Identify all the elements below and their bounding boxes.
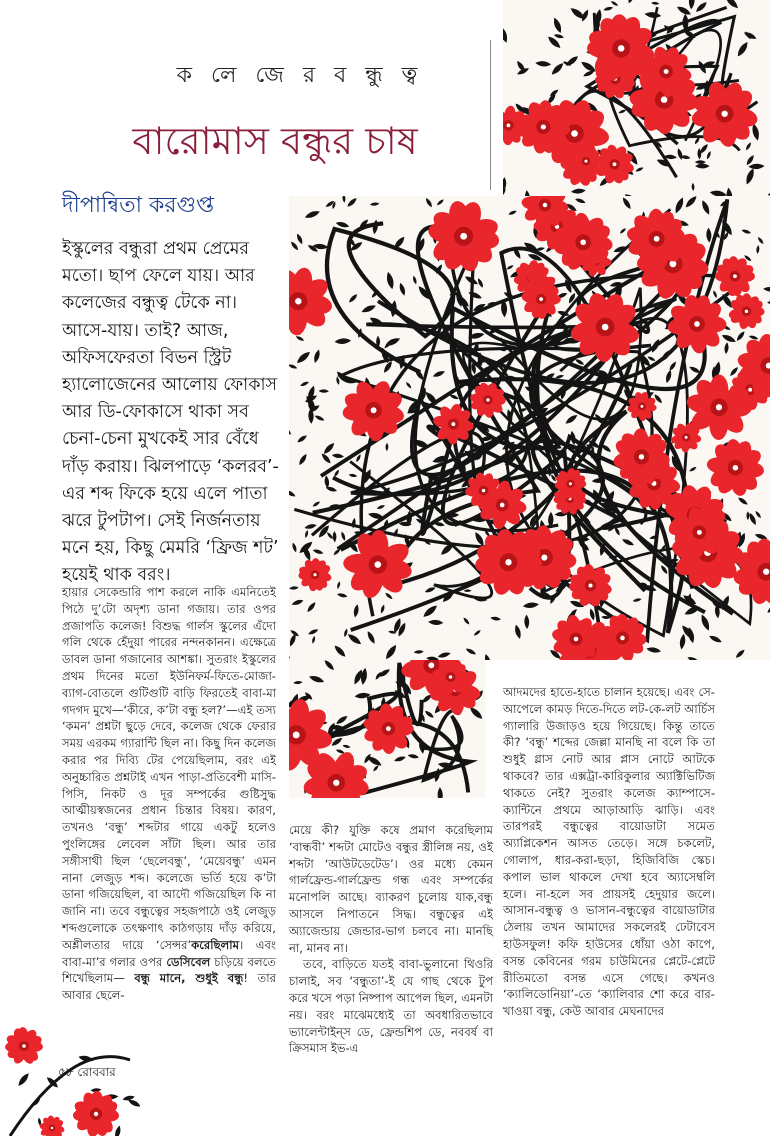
article-headline: বারোমাস বন্ধুর চাষ: [132, 119, 418, 163]
col1-text: হায়ার সেকেন্ডারি পাশ করলে নাকি এমনিতেই পিঠে দু’টো অদৃশ্য ডানা গজায়। তার ওপর প্রজাপতি কলেজ! বিশুদ্ধ গার্লস স্কুলের এঁদো গলি থেকে হেঁদুয়া পারের নন্দনকানন। এক্ষেত্রে ডাবল ডানা গজানোর আশঙ্কা। সুতরাং ইস্কুলের প্রথম দিনের মতো ইউনিফর্ম-ফিতে-মোজা-ব্যাগ-বোতলে গুটিগুটি বাড়ি ফিরতেই বাবা-মা গদগদ মুখে—‘কীরে, ক’টা বন্ধু হল?’—এই তস্য ‘কমন’ প্রশ্নটা ছুড়ে দেবে, কলেজ থেকে ফেরার সময় এরকম গ্যারান্টি ছিল না। কিছু দিন কলেজ করার পর দিব্যি টের পেয়েছিলাম, বরং এই অনুচ্চারিত প্রশ্নটাই এখন পাড়া-প্রতিবেশী মাসি-পিসি, নিকট ও দূর সম্পর্কের গুষ্টিসুদ্ধ আত্মীয়স্বজনের প্রধান চিন্তার বিষয়। কারণ, তখনও ‘বন্ধু’ শব্দটার গায়ে একটু হলেও পুংলিঙ্গের লেবেল সাঁটা ছিল। আর তার সঙ্গীসাথী ছিল ‘ছেলেবন্ধু’, ‘মেয়েবন্ধু’ এমন নানা লেজুড় শব্দ। কলেজে ভর্তি হয়ে ক’টা ডানা গজিয়েছিল, বা আদৌ গজিয়েছিল কি না জানি না। তবে বন্ধুত্বের সহজপাঠে ওই লেজুড় শব্দগুলোকে তৎক্ষণাৎ কাঠগড়ায় দাঁড় করিয়ে, অশ্লীলতার দায়ে ‘সেন্সর’: [62, 585, 276, 952]
section-kicker: ক লে জে র ব ন্ধু ত্ব: [176, 63, 424, 88]
col1-bold: করেছিলাম: [191, 937, 240, 952]
col1-bold-3: বন্ধু মানে, শুধুই বন্ধু: [134, 971, 244, 986]
col1-text-cont: । এবং বাবা-মা’র গলার ওপর: [62, 937, 276, 969]
body-column-1: [62, 584, 276, 1004]
body-column-2: [289, 822, 493, 1057]
floral-artwork-main: [289, 196, 770, 660]
lede-paragraph: ইস্কুলের বন্ধুরা প্রথম প্রেমের মতো। ছাপ ফেলে যায়। আর কলেজের বন্ধুত্ব টেকে না। আসে-যায়। তাই? আজ, অফিসফেরতা বিভন স্ট্রিট হ্যালোজেনের আলোয় ফোকাস আর ডি-ফোকাসে থাকা সব চেনা-চেনা মুখকেই সার বেঁধে দাঁড় করায়। ঝিলপাড়ে ‘কলরব’-এর শব্দ ফিকে হয়ে এলে পাতা ঝরে টুপটাপ। সেই নির্জনতায় মনে হয়, কিছু মেমরি ‘ফ্রিজ শট’ হয়েই থাক বরং।: [62, 239, 279, 586]
author-byline: দীপান্বিতা করগুপ্ত: [62, 193, 215, 218]
floral-pattern: [503, 0, 770, 196]
page-folio: ৫৮ রোববার: [58, 1065, 116, 1079]
floral-artwork-lower: [289, 660, 485, 798]
vertical-divider: [490, 40, 491, 190]
body-column-3: আদমদের হাতে-হাতে চালান হয়েছে। এবং সে-আপেলে কামড় দিতে-দিতে লট-কে-লট আর্চিস গ্যালারি উজাড়ও হয়ে গিয়েছে। কিন্তু তাতে কী? ‘বন্ধু’ শব্দের জেল্লা মানছি না বলে কি তা শুধুই গ্লাস নোট আর প্লাস নোটে আটকে থাকবে? তার এক্সট্রা-কারিকুলার অ্যাক্টিভিটিজ থাকতে নেই? সুতরাং কলেজ ক্যাম্পাসে-ক্যান্টিনে প্রথমে আড়াআড়ি ঝাড়ি। এবং তারপরই বন্ধুত্বের বায়োডাটা সমেত অ্যাপ্লিকেশন আসত তেড়ে। সঙ্গে চকলেট, গোলাপ, ধার-করা-ছড়া, হিজিবিজি স্কেচ। কপাল ভাল থাকলে দেখা হবে অ্যাসেম্বলি হলে। না-হলে সব প্রায়সই হেদুয়ার জলে। আসান-বন্ধুত্ব ও ভাসান-বন্ধুত্বের বায়োডাটার ঠেলায় তখন আমাদের সকলেরই ঢেটাবেস হাউসফুল! কফি হাউসের ধোঁয়া ওঠা কাপে, বসন্ত কেবিনের গরম চাউমিনের প্লেটে-প্লেটে রীতিমতো বসন্ত এসে গেছে। কখনও ‘ক্যালিডোনিয়া’-তে ‘ক্যালিবার শো করে বার-খাওয়া বন্ধু, কেউ আবার মেঘনাদের: [503, 685, 715, 1019]
col1-text-end: ! তার আবার ছেলে-: [62, 971, 276, 1003]
col2-paragraph-1: মেয়ে কী? যুক্তি কষে প্রমাণ করেছিলাম ‘বান্ধবী’ শব্দটা মোটেও বন্ধুর স্ত্রীলিঙ্গ নয়, ওই শব্দটা ‘আউটডেটেড’। ওর মধ্যে কেমন গার্লফ্রেন্ড-গার্লফ্রেন্ড গন্ধ এবং সম্পর্কের মনোপলি আছে। ব্যাকরণ চুলোয় যাক,বন্ধু আসলে নিপাতনে সিদ্ধ। বন্ধুত্বের এই অ্যাজেন্ডায় জেন্ডার-ভাগ চলবে না। মানছি না, মানব না।: [289, 823, 493, 955]
floral-pattern: [289, 196, 770, 660]
col2-paragraph-2: তবে, বাড়িতে যতই বাবা-ভুলানো থিওরি চালাই, সব ‘বন্ধুতা’-ই যে গাছ থেকে টুপ করে খসে পড়া নিষ্পাপ আপেল ছিল, এমনটা নয়। বরং মাঝেমধ্যেই তা অবধারিতভাবে ভ্যালেন্টাইন্‌স ডে, ফ্রেন্ডশিপ ডে, নববর্ষ বা ক্রিসমাস ইভ-এ: [289, 957, 494, 1056]
col1-bold-2: ডেসিবেল: [166, 954, 211, 969]
floral-pattern: [289, 660, 485, 798]
floral-artwork-top: [503, 0, 770, 196]
col1-text-cont-2: চড়িয়ে বলতে শিখেছিলাম—: [62, 954, 276, 986]
